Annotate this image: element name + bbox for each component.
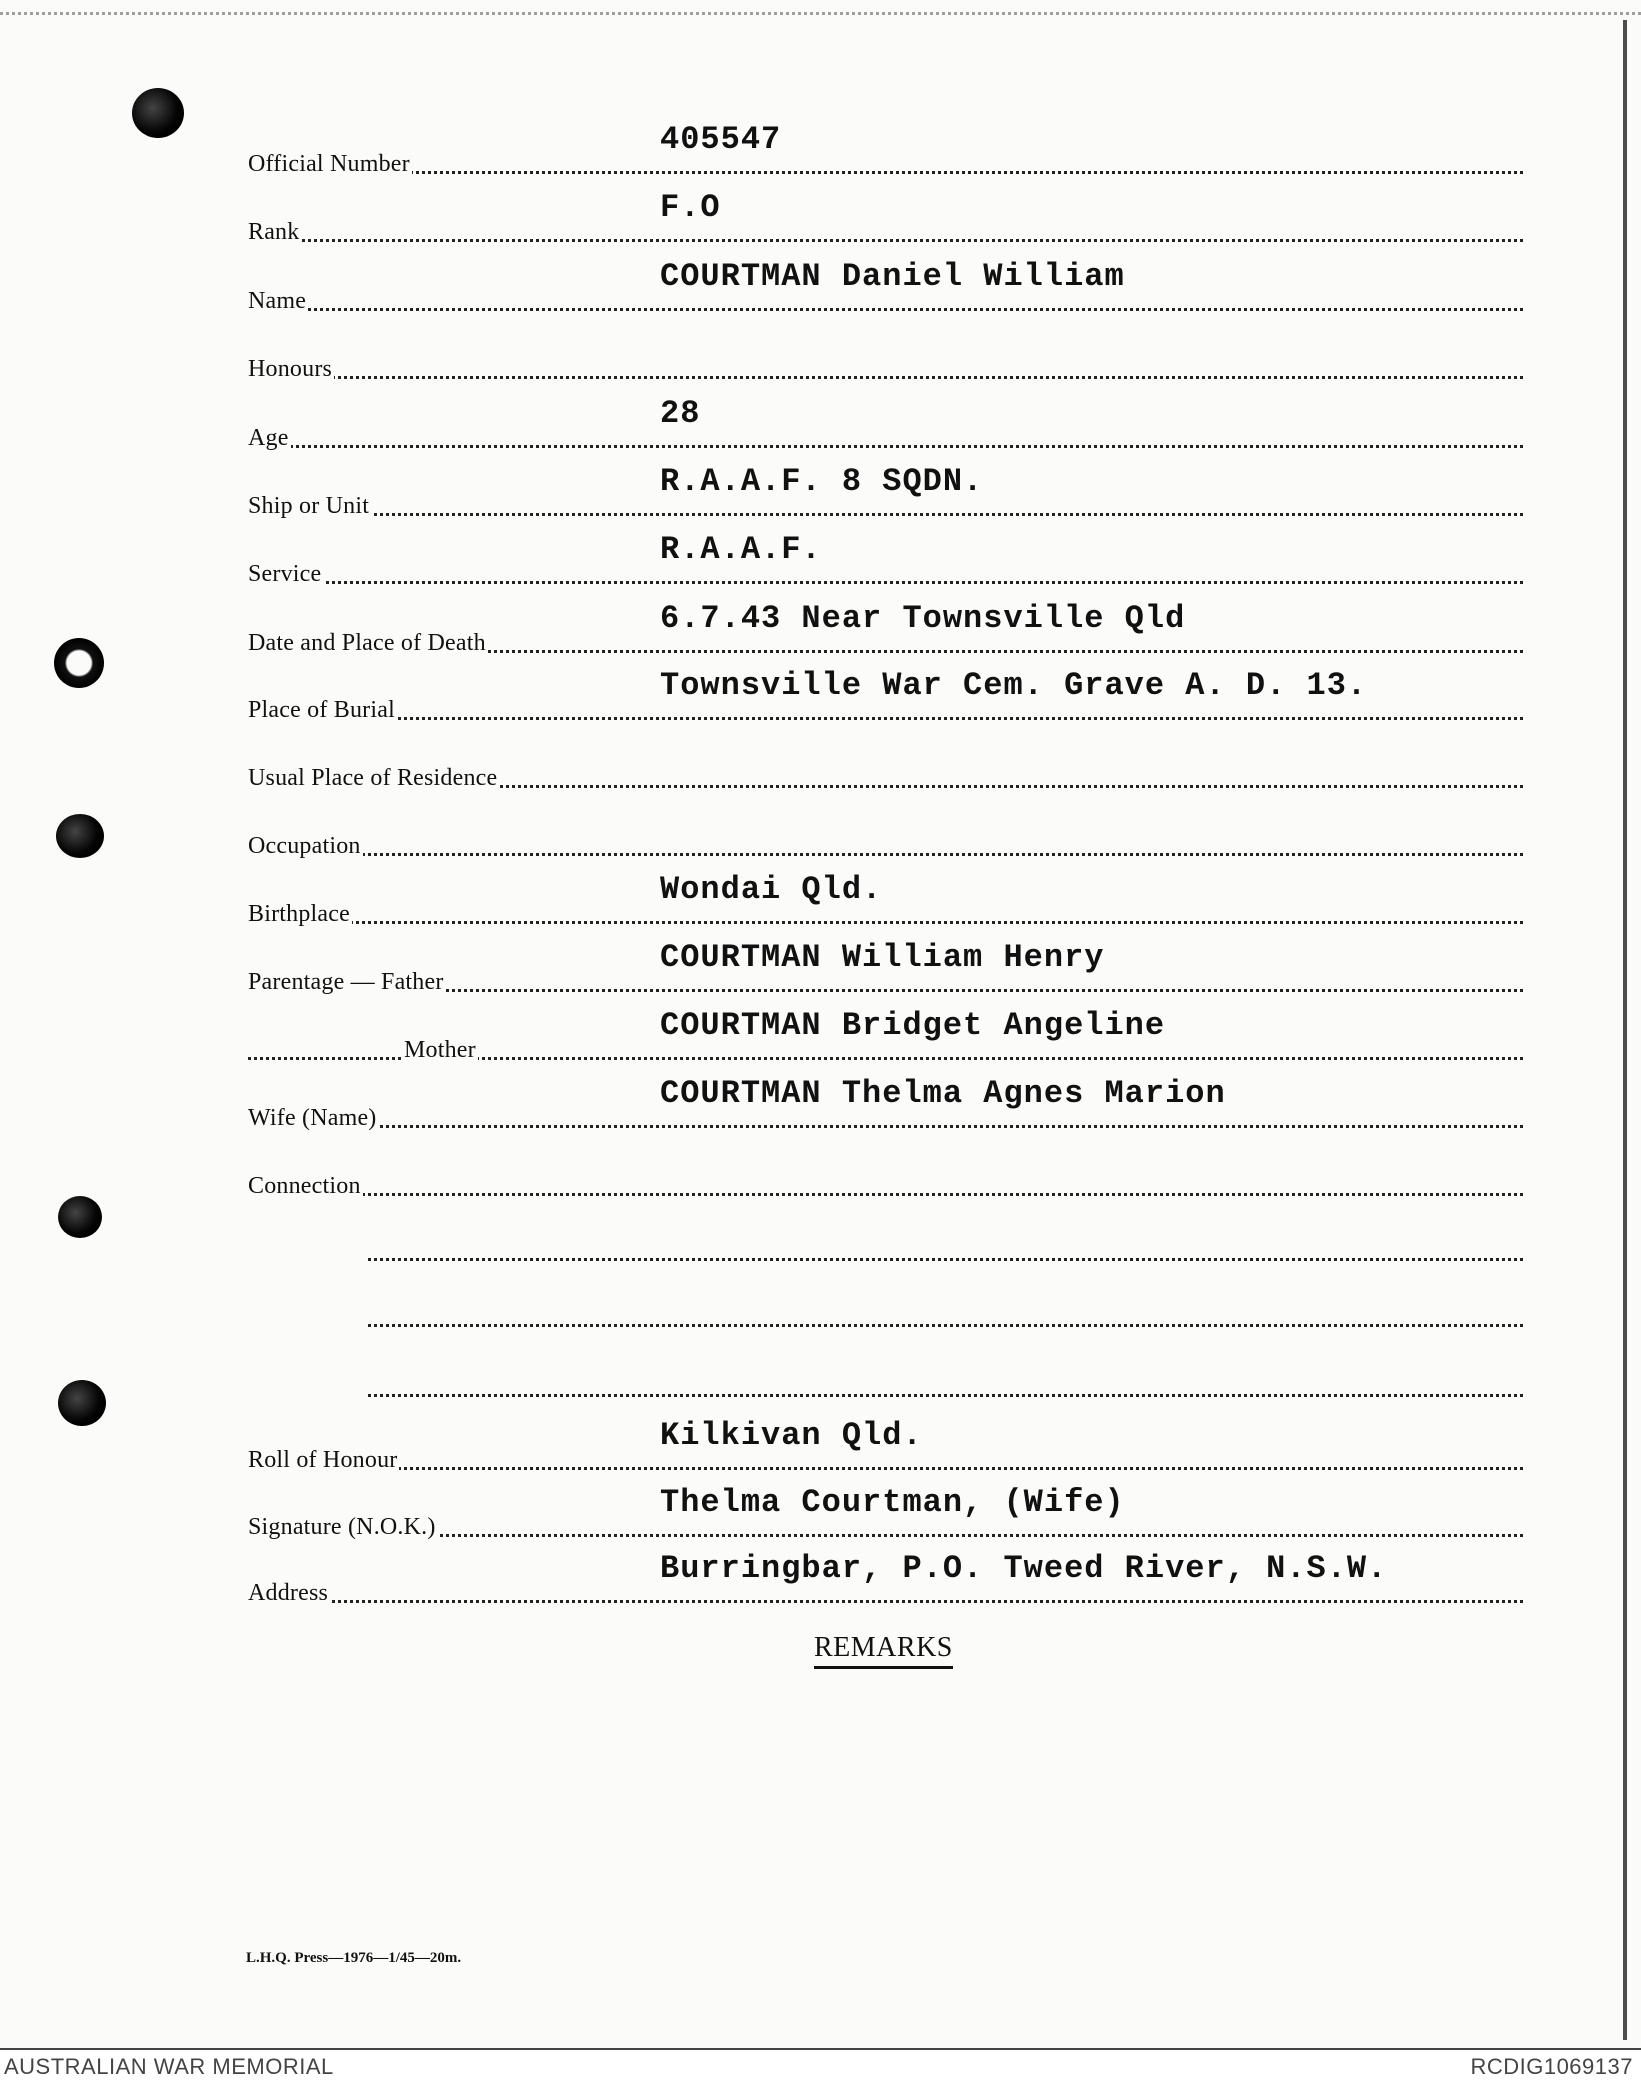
dotted-line [248, 1193, 1523, 1196]
field-date-place-death [248, 600, 1523, 663]
field-label: Birthplace [248, 901, 350, 927]
field-label: Signature (N.O.K.) [248, 1514, 436, 1540]
connection-blank-line [368, 1324, 1523, 1327]
field-label: Usual Place of Residence [248, 765, 498, 791]
field-label: Official Number [248, 151, 410, 177]
field-value: 6.7.43 Near Townsville Qld [660, 600, 1186, 637]
field-label: Connection [248, 1173, 361, 1199]
footer-source: AUSTRALIAN WAR MEMORIAL [4, 2054, 334, 2079]
footer-bar [0, 2048, 1641, 2082]
field-value: COURTMAN Thelma Agnes Marion [660, 1075, 1226, 1112]
punch-hole [58, 1380, 106, 1426]
field-value: Wondai Qld. [660, 871, 883, 908]
dotted-line [248, 171, 1523, 174]
field-label: Honours [248, 356, 333, 382]
page-top-edge [0, 0, 1641, 15]
field-label: Service [248, 561, 322, 587]
field-roll-of-honour [248, 1417, 1523, 1480]
field-value: R.A.A.F. 8 SQDN. [660, 463, 984, 500]
field-value: Kilkivan Qld. [660, 1417, 923, 1454]
dotted-line [248, 513, 1523, 516]
field-official-number [248, 121, 1523, 184]
field-label: Name [248, 288, 307, 314]
field-label: Roll of Honour [248, 1447, 398, 1473]
dotted-line [248, 445, 1523, 448]
field-age [248, 395, 1523, 458]
punch-hole [56, 814, 104, 858]
connection-blank-line [368, 1258, 1523, 1261]
printer-note: L.H.Q. Press—1976—1/45—20m. [246, 1950, 462, 1966]
page-right-edge [1623, 20, 1627, 2040]
footer-id: RCDIG1069137 [1470, 2054, 1633, 2079]
field-value: F.O [660, 189, 721, 226]
field-value: COURTMAN Bridget Angeline [660, 1007, 1166, 1044]
field-label: Date and Place of Death [248, 630, 486, 656]
dotted-line [248, 376, 1523, 379]
dotted-line [248, 1534, 1523, 1537]
field-value: COURTMAN William Henry [660, 939, 1105, 976]
remarks-heading: REMARKS [814, 1632, 953, 1669]
dotted-line [248, 239, 1523, 242]
field-ship-or-unit [248, 463, 1523, 526]
field-value: 405547 [660, 121, 782, 158]
field-father [248, 939, 1523, 1002]
punch-hole [132, 88, 184, 138]
field-honours [248, 329, 1523, 389]
dotted-line [248, 853, 1523, 856]
field-connection [248, 1146, 1523, 1206]
field-rank [248, 189, 1523, 252]
field-label: Occupation [248, 833, 361, 859]
punch-hole [58, 1196, 102, 1238]
field-address [248, 1550, 1523, 1613]
field-mother [248, 1007, 1523, 1070]
field-label: Rank [248, 219, 300, 245]
dotted-line [248, 308, 1523, 311]
field-value: COURTMAN Daniel William [660, 258, 1125, 295]
dotted-line [248, 581, 1523, 584]
connection-blank-line [368, 1394, 1523, 1397]
field-label: Address [248, 1580, 329, 1606]
punch-hole [54, 638, 104, 688]
dotted-line [248, 1467, 1523, 1470]
field-value: R.A.A.F. [660, 531, 822, 568]
field-value: Burringbar, P.O. Tweed River, N.S.W. [660, 1550, 1388, 1587]
field-place-burial [248, 667, 1523, 730]
field-occupation [248, 806, 1523, 866]
field-service [248, 531, 1523, 594]
field-label: Mother [404, 1037, 476, 1063]
field-usual-residence [248, 738, 1523, 798]
field-birthplace [248, 871, 1523, 934]
field-label: Age [248, 425, 289, 451]
field-value: Thelma Courtman, (Wife) [660, 1484, 1125, 1521]
field-label: Ship or Unit [248, 493, 370, 519]
field-wife [248, 1075, 1523, 1138]
field-value: 28 [660, 395, 701, 432]
dotted-line [248, 921, 1523, 924]
field-label: Parentage — Father [248, 969, 444, 995]
field-value: Townsville War Cem. Grave A. D. 13. [660, 667, 1368, 704]
dotted-line [248, 1600, 1523, 1603]
dotted-line [248, 1125, 1523, 1128]
field-name [248, 258, 1523, 321]
field-label: Place of Burial [248, 697, 395, 723]
field-label: Wife (Name) [248, 1105, 377, 1131]
field-signature [248, 1484, 1523, 1547]
dotted-line [248, 717, 1523, 720]
